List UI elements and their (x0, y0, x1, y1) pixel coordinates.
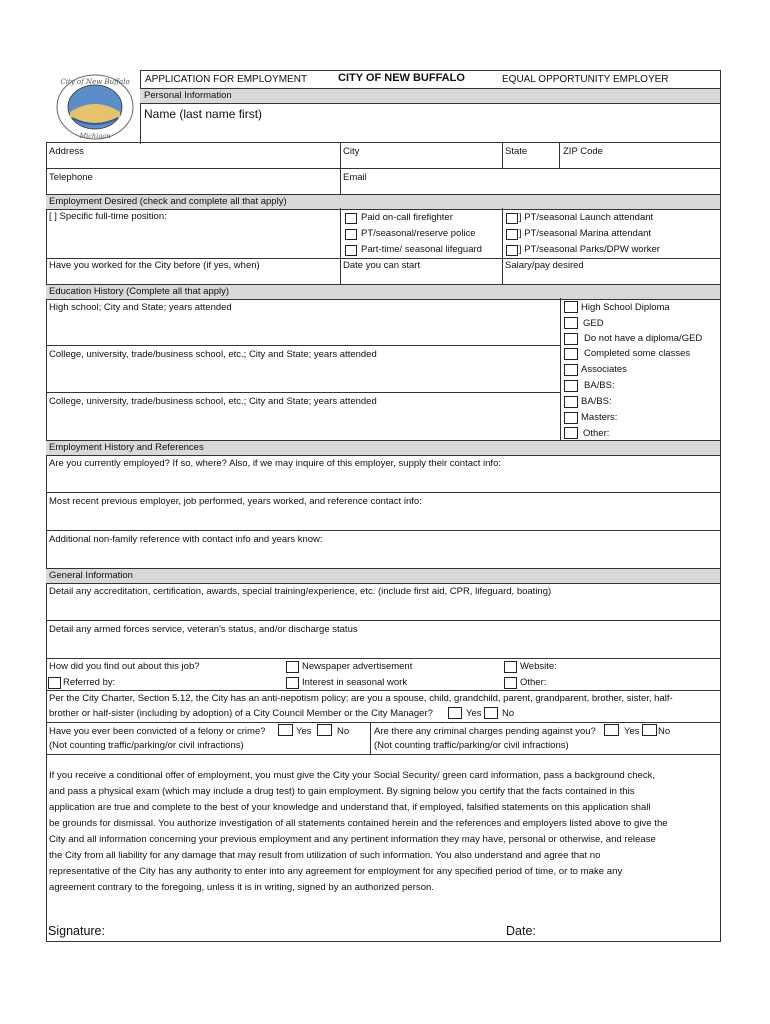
specific-position-label: [ ] Specific full-time position: (49, 211, 167, 222)
checkbox-lifeguard[interactable] (345, 245, 357, 256)
previous-employer-field[interactable] (46, 493, 720, 530)
form-right-border (720, 70, 721, 942)
nepotism-line1: Per the City Charter, Section 5.12, the City has an anti-nepotism policy; are you a spouse, child, grandchild, parent, grandparent, brother, sister, half- (49, 693, 673, 704)
state-label: State (505, 146, 528, 157)
nepotism-no-label: No (502, 708, 515, 719)
checkbox-parks-worker[interactable] (506, 245, 518, 256)
certification-line3: application are true and complete to the best of your knowledge and understand that, if employed, falsified statements on this application shall (49, 802, 651, 813)
name-label: Name (last name first) (144, 107, 263, 121)
checkbox-newspaper[interactable] (286, 661, 299, 673)
state-field[interactable] (503, 143, 559, 168)
no-diploma-label: Do not have a diploma/GED (584, 333, 703, 344)
seasonal-label: Interest in seasonal work (302, 677, 408, 688)
svg-text:Michigan: Michigan (79, 132, 111, 140)
checkbox-seasonal[interactable] (286, 677, 299, 689)
zip-label: ZIP Code (563, 146, 603, 157)
divider-felony (370, 722, 371, 754)
hs-diploma-label: High School Diploma (581, 302, 670, 313)
rule-nepotism-top (46, 690, 720, 691)
checkbox-hs-diploma[interactable] (564, 301, 578, 313)
certification-line5: City and all information concerning your previous employment and any pertinent information they may have, personal or otherwise, and release (49, 834, 656, 845)
high-school-field[interactable] (46, 299, 560, 345)
certification-line8: agreement contrary to the foregoing, unless it is in writing, signed by an authorized person. (49, 882, 435, 893)
employment-history-title: Employment History and References (49, 442, 204, 453)
signature-label: Signature: (48, 924, 105, 938)
checkbox-no-diploma[interactable] (564, 333, 578, 345)
newspaper-label: Newspaper advertisement (302, 661, 413, 672)
nepotism-line2: brother or half-sister (including by adoption) of a City Council Member or the City Manager? (49, 708, 433, 719)
rule-felony-top (46, 722, 720, 723)
college2-field[interactable] (46, 393, 560, 439)
certification-line1: If you receive a conditional offer of employment, you must give the City your Social Security/ green card information, pass a background check, (49, 770, 656, 781)
address-field[interactable] (46, 143, 340, 168)
checkbox-some-classes[interactable] (564, 348, 578, 360)
divider-desired-2 (502, 208, 503, 284)
city-seal-logo (54, 72, 136, 142)
header-city-title: CITY OF NEW BUFFALO (338, 72, 465, 84)
checkbox-charges-yes[interactable] (604, 724, 619, 736)
email-label: Email (343, 172, 367, 183)
charges-note: (Not counting traffic/parking/or civil infractions) (374, 740, 569, 751)
checkbox-nepotism-yes[interactable] (448, 707, 462, 719)
masters-label: Masters: (581, 412, 618, 423)
checkbox-ba1[interactable] (564, 380, 578, 392)
ged-label: GED (583, 318, 604, 329)
header-right-text: EQUAL OPPORTUNITY EMPLOYER (502, 74, 669, 85)
email-field[interactable] (341, 169, 720, 194)
bottom-border (46, 941, 720, 942)
college2-label: College, university, trade/business school, etc.; City and State; years attended (49, 396, 377, 407)
city-label: City (343, 146, 360, 157)
checkbox-felony-yes[interactable] (278, 724, 293, 736)
felony-yes-label: Yes (296, 726, 312, 737)
ba2-label: BA/BS: (581, 396, 612, 407)
launch-attendant-label: ] PT/seasonal Launch attendant (519, 212, 654, 223)
certification-line2: and pass a physical exam (which may include a drug test) to gain employment. By signing below you certify that the facts contained in this (49, 786, 635, 797)
name-field[interactable] (140, 104, 720, 142)
divider-education (560, 298, 561, 440)
checkbox-police[interactable] (345, 229, 357, 240)
salary-label: Salary/pay desired (505, 260, 584, 271)
reference-label: Additional non-family reference with contact info and years know: (49, 534, 323, 545)
rule-certification-top (46, 754, 720, 755)
worked-before-label: Have you worked for the City before (if yes, when) (49, 260, 260, 271)
checkbox-website[interactable] (504, 661, 517, 673)
checkbox-charges-no[interactable] (642, 724, 657, 736)
date-label: Date: (506, 924, 536, 938)
checkbox-marina-attendant[interactable] (506, 229, 518, 240)
parks-worker-label: ] PT/seasonal Parks/DPW worker (519, 244, 660, 255)
current-employment-label: Are you currently employed? If so, where? Also, if we may inquire of this employer, supply their contact info: (49, 458, 501, 469)
checkbox-referred[interactable] (48, 677, 61, 689)
checkbox-masters[interactable] (564, 412, 578, 424)
some-classes-label: Completed some classes (584, 348, 691, 359)
firefighter-label: Paid on-call firefighter (361, 212, 453, 223)
svg-text:City of New Buffalo: City of New Buffalo (60, 78, 130, 86)
other-source-label: Other: (520, 677, 547, 688)
start-date-label: Date you can start (343, 260, 421, 271)
checkbox-launch-attendant[interactable] (506, 213, 518, 224)
telephone-label: Telephone (49, 172, 93, 183)
city-field[interactable] (341, 143, 502, 168)
date-field[interactable] (545, 920, 717, 940)
charges-yes-label: Yes (624, 726, 640, 737)
marina-attendant-label: ] PT/seasonal Marina attendant (519, 228, 652, 239)
checkbox-felony-no[interactable] (317, 724, 332, 736)
checkbox-firefighter[interactable] (345, 213, 357, 224)
accreditation-field[interactable] (46, 583, 720, 620)
charges-no-label: No (658, 726, 671, 737)
rule-find-out-top (46, 658, 720, 659)
checkbox-ba2[interactable] (564, 396, 578, 408)
charges-label: Are there any criminal charges pending against you? (374, 726, 596, 737)
employment-desired-title: Employment Desired (check and complete all that apply) (49, 196, 287, 207)
armed-forces-field[interactable] (46, 621, 720, 658)
college1-field[interactable] (46, 346, 560, 392)
nepotism-yes-label: Yes (466, 708, 482, 719)
associates-label: Associates (581, 364, 627, 375)
checkbox-associates[interactable] (564, 364, 578, 376)
felony-note: (Not counting traffic/parking/or civil infractions) (49, 740, 244, 751)
police-label: PT/seasonal/reserve police (361, 228, 476, 239)
checkbox-nepotism-no[interactable] (484, 707, 498, 719)
certification-line7: representative of the City has any authority to enter into any agreement for employment for any specified period of time, or to make any (49, 866, 623, 877)
find-out-label: How did you find out about this job? (49, 661, 200, 672)
certification-line6: the City from all liability for any damage that may result from utilization of such information. You also understand and agree that no (49, 850, 601, 861)
accreditation-label: Detail any accreditation, certification, awards, special training/experience, etc. (include first aid, CPR, lifeguard, boating) (49, 586, 552, 597)
top-border (140, 70, 720, 71)
checkbox-other-degree[interactable] (564, 427, 578, 439)
header-left-text: APPLICATION FOR EMPLOYMENT (145, 74, 308, 85)
armed-forces-label: Detail any armed forces service, veteran's status, and/or discharge status (49, 624, 358, 635)
zip-field[interactable] (560, 143, 720, 168)
previous-employer-label: Most recent previous employer, job performed, years worked, and reference contact info: (49, 496, 422, 507)
college1-label: College, university, trade/business school, etc.; City and State; years attended (49, 349, 377, 360)
ba1-label: BA/BS: (584, 380, 615, 391)
reference-field[interactable] (46, 531, 720, 568)
general-info-band (46, 568, 720, 584)
rule-worked-before-top (46, 258, 720, 259)
general-info-title: General Information (49, 570, 133, 581)
referred-label: Referred by: (63, 677, 116, 688)
address-label: Address (49, 146, 84, 157)
website-label: Website: (520, 661, 557, 672)
certification-line4: be grounds for dismissal. You authorize investigation of all statements contained herein and the references and employers listed above to give the (49, 818, 668, 829)
checkbox-other-source[interactable] (504, 677, 517, 689)
felony-label: Have you ever been convicted of a felony or crime? (49, 726, 266, 737)
felony-no-label: No (337, 726, 350, 737)
other-degree-label: Other: (583, 428, 610, 439)
signature-field[interactable] (112, 920, 492, 940)
current-employment-field[interactable] (46, 455, 720, 492)
high-school-label: High school; City and State; years attended (49, 302, 232, 313)
education-title: Education History (Complete all that apply) (49, 286, 230, 297)
personal-info-title: Personal Information (144, 90, 232, 101)
telephone-field[interactable] (46, 169, 340, 194)
lifeguard-label: Part-time/ seasonal lifeguard (361, 244, 482, 255)
checkbox-ged[interactable] (564, 317, 578, 329)
divider-desired-1 (340, 208, 341, 284)
